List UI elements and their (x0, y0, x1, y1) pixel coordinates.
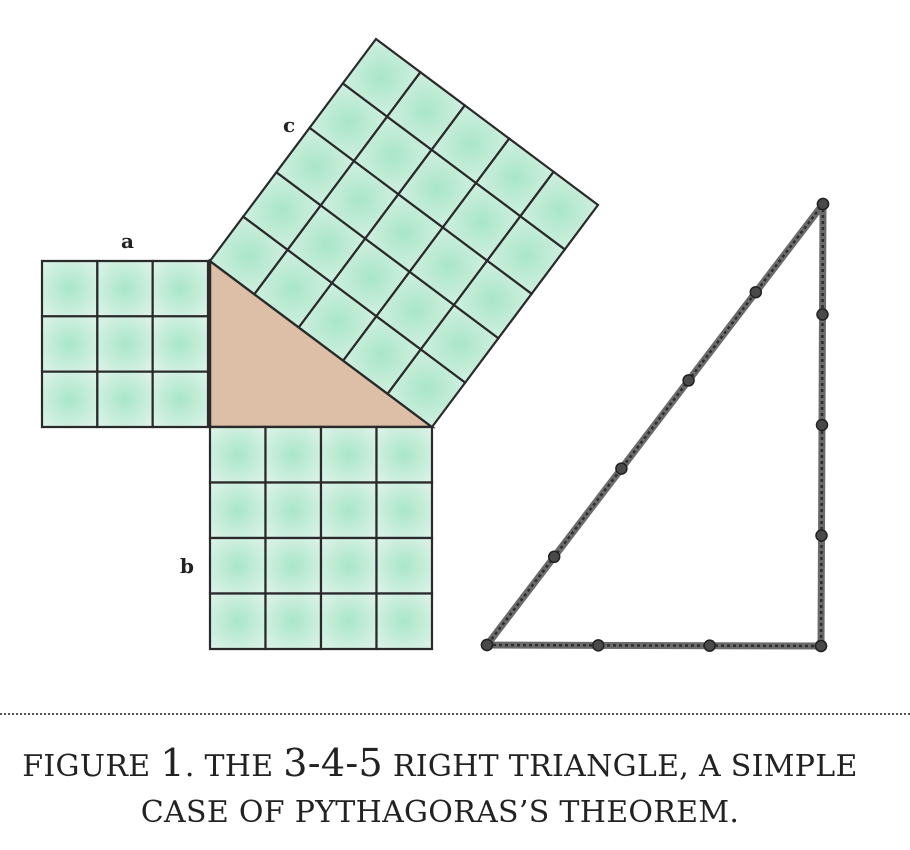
square-a-cell (42, 372, 97, 427)
square-b-cell (266, 538, 322, 594)
square-b-cell (210, 594, 266, 650)
label-a: a (121, 229, 134, 253)
label-b: b (180, 554, 194, 578)
caption-line-2: CASE OF PYTHAGORAS’S THEOREM. (140, 795, 740, 830)
rope-knot (818, 199, 829, 210)
square-b-cell (266, 483, 322, 539)
square-b (210, 427, 432, 649)
square-b-cell (210, 483, 266, 539)
rope-knot (816, 641, 827, 652)
square-a-cell (42, 261, 97, 316)
square-b-cell (377, 483, 433, 539)
square-b-cell (377, 427, 433, 483)
caption-figure-number: 1 (160, 741, 185, 785)
square-b-cell (321, 483, 377, 539)
square-a-cell (153, 316, 208, 371)
square-a-cell (153, 372, 208, 427)
square-b-cell (377, 594, 433, 650)
rope-knot (750, 287, 761, 298)
rope-knot (482, 640, 493, 651)
dotted-divider (0, 713, 910, 715)
square-b-cell (321, 427, 377, 483)
square-a (42, 261, 208, 427)
square-b-cell (321, 594, 377, 650)
square-a-cell (97, 372, 152, 427)
rope-knot (704, 640, 715, 651)
caption-text-rest: RIGHT TRIANGLE, A SIMPLE (383, 749, 858, 784)
square-a-cell (153, 261, 208, 316)
rope-knot (816, 530, 827, 541)
caption-triple: 3-4-5 (283, 741, 384, 785)
label-c: c (283, 113, 296, 137)
rope-knot (593, 640, 604, 651)
square-b-cell (321, 538, 377, 594)
rope-knot (817, 420, 828, 431)
square-b-cell (210, 538, 266, 594)
rope-knot (683, 375, 694, 386)
rope-knot (616, 463, 627, 474)
square-b-cell (266, 427, 322, 483)
rope-knot (817, 309, 828, 320)
square-a-cell (97, 316, 152, 371)
square-b-cell (266, 594, 322, 650)
caption-line-1 (0, 740, 880, 790)
figure-caption (0, 740, 880, 836)
caption-text-the: . THE (184, 749, 284, 784)
caption-text-figure: FIGURE (22, 749, 161, 784)
square-a-cell (42, 316, 97, 371)
rope-knot (549, 551, 560, 562)
square-b-cell (377, 538, 433, 594)
square-b-cell (210, 427, 266, 483)
square-a-cell (97, 261, 152, 316)
